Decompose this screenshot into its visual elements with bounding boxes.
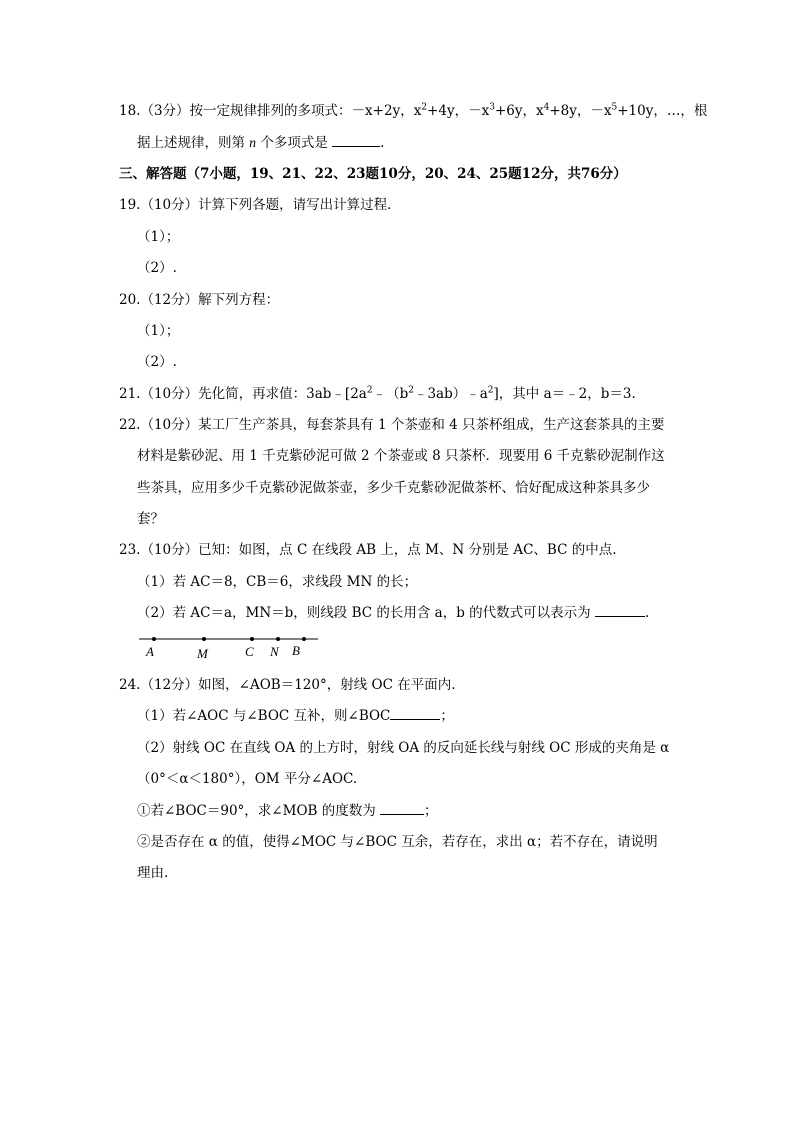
q21-sup3: 2 [487, 385, 494, 396]
q21-e: ]，其中 a＝﹣2，b＝3. [493, 386, 636, 402]
q23-line3-a: （2）若 AC＝a，MN＝b，则线段 BC 的长用含 a，b 的代数式可以表示为 [137, 605, 595, 621]
label-a: A [146, 644, 154, 659]
q24-answer-blank-1 [390, 707, 440, 720]
q23-line1: 23.（10分）已知：如图，点 C 在线段 AB 上，点 M、N 分别是 AC、BC 的中点. [119, 542, 617, 558]
point-b [302, 637, 306, 641]
q18-line2 [137, 133, 384, 153]
q21-b: 3ab﹣[2a [306, 386, 367, 402]
q18-term1: －x+2y，x [351, 103, 422, 119]
q21-c: ﹣（b [372, 386, 409, 402]
q24-line5-b: ； [424, 803, 438, 819]
q24-line6: ②是否存在 α 的值，使得∠MOC 与∠BOC 互余，若存在，求出 α；若不存在，请说明 [137, 834, 658, 850]
q24-answer-blank-2 [380, 802, 424, 815]
label-c: C [245, 644, 254, 659]
q18-line2-b: 个多项式是 [256, 135, 333, 151]
q21-sup1: 2 [366, 385, 373, 396]
q20-sub2: （2）. [137, 354, 177, 370]
q24-line2-b: ； [440, 708, 454, 724]
q23-line3 [137, 603, 649, 623]
q22-line3: 些茶具，应用多少千克紫砂泥做茶壶，多少千克紫砂泥做茶杯、恰好配成这种茶具多少 [137, 480, 650, 496]
q18-term5: +10y，…，根 [617, 103, 708, 119]
q24-line2 [137, 706, 454, 726]
q24-line7: 理由. [137, 865, 169, 881]
section-3-heading: 三、解答题（7小题，19、21、22、23题10分，20、24、25题12分，共76分） [119, 166, 627, 182]
q19-sub1: （1）； [137, 229, 180, 245]
q21-line [119, 384, 636, 404]
label-m: M [197, 646, 208, 661]
q20-head: 20.（12分）解下列方程： [119, 292, 280, 308]
q18-sup3: 4 [543, 102, 550, 113]
q20-sub1: （1）； [137, 323, 180, 339]
q21-a: 21.（10分）先化简，再求值： [119, 386, 307, 402]
point-a [152, 637, 156, 641]
point-n [276, 637, 280, 641]
q24-line4: （0°＜α＜180°），OM 平分∠AOC. [137, 771, 358, 787]
q18-line1 [119, 101, 707, 121]
q19-head: 19.（10分）计算下列各题，请写出计算过程． [119, 197, 401, 213]
q18-var-n: n [249, 135, 257, 150]
point-m [202, 637, 206, 641]
q18-sup2: 3 [489, 102, 495, 113]
q24-line5 [137, 801, 438, 821]
segment-figure [136, 630, 336, 662]
q18-term4: +8y，－x [549, 103, 612, 119]
q22-line2: 材料是紫砂泥、用 1 千克紫砂泥可做 2 个茶壶或 8 只茶杯．现要用 6 千克紫砂泥制作这 [137, 448, 665, 464]
label-b: B [292, 643, 300, 658]
q21-d: ﹣3ab）﹣a [413, 386, 488, 402]
q18-line2-a: 据上述规律，则第 [137, 135, 250, 151]
q22-line4: 套？ [137, 511, 164, 527]
point-c [250, 637, 254, 641]
q19-sub2: （2）. [137, 260, 177, 276]
q18-sup1: 2 [421, 102, 428, 113]
q22-line1: 22.（10分）某工厂生产茶具，每套茶具有 1 个茶壶和 4 只茶杯组成，生产这套茶具的主要 [119, 417, 665, 433]
q18-head: 18.（3分）按一定规律排列的多项式： [119, 103, 352, 119]
q24-line1: 24.（12分）如图，∠AOB＝120°，射线 OC 在平面内. [119, 677, 456, 693]
q18-answer-blank [332, 134, 380, 147]
q23-line2: （1）若 AC＝8，CB＝6，求线段 MN 的长； [137, 574, 418, 590]
q24-line5-a: ①若∠BOC＝90°，求∠MOB 的度数为 [137, 803, 381, 819]
q23-answer-blank [595, 604, 645, 617]
q18-term3: +6y，x [494, 103, 544, 119]
label-n: N [270, 644, 279, 659]
q18-sup4: 5 [611, 102, 618, 113]
q23-line3-b: . [644, 605, 650, 621]
q18-term2: +4y，－x [427, 103, 490, 119]
q24-line2-a: （1）若∠AOC 与∠BOC 互补，则∠BOC [137, 708, 391, 724]
q24-line3: （2）射线 OC 在直线 OA 的上方时，射线 OA 的反向延长线与射线 OC 形成的夹角是 α [137, 740, 670, 756]
q21-sup2: 2 [408, 385, 414, 396]
q18-line2-c: . [380, 135, 385, 151]
